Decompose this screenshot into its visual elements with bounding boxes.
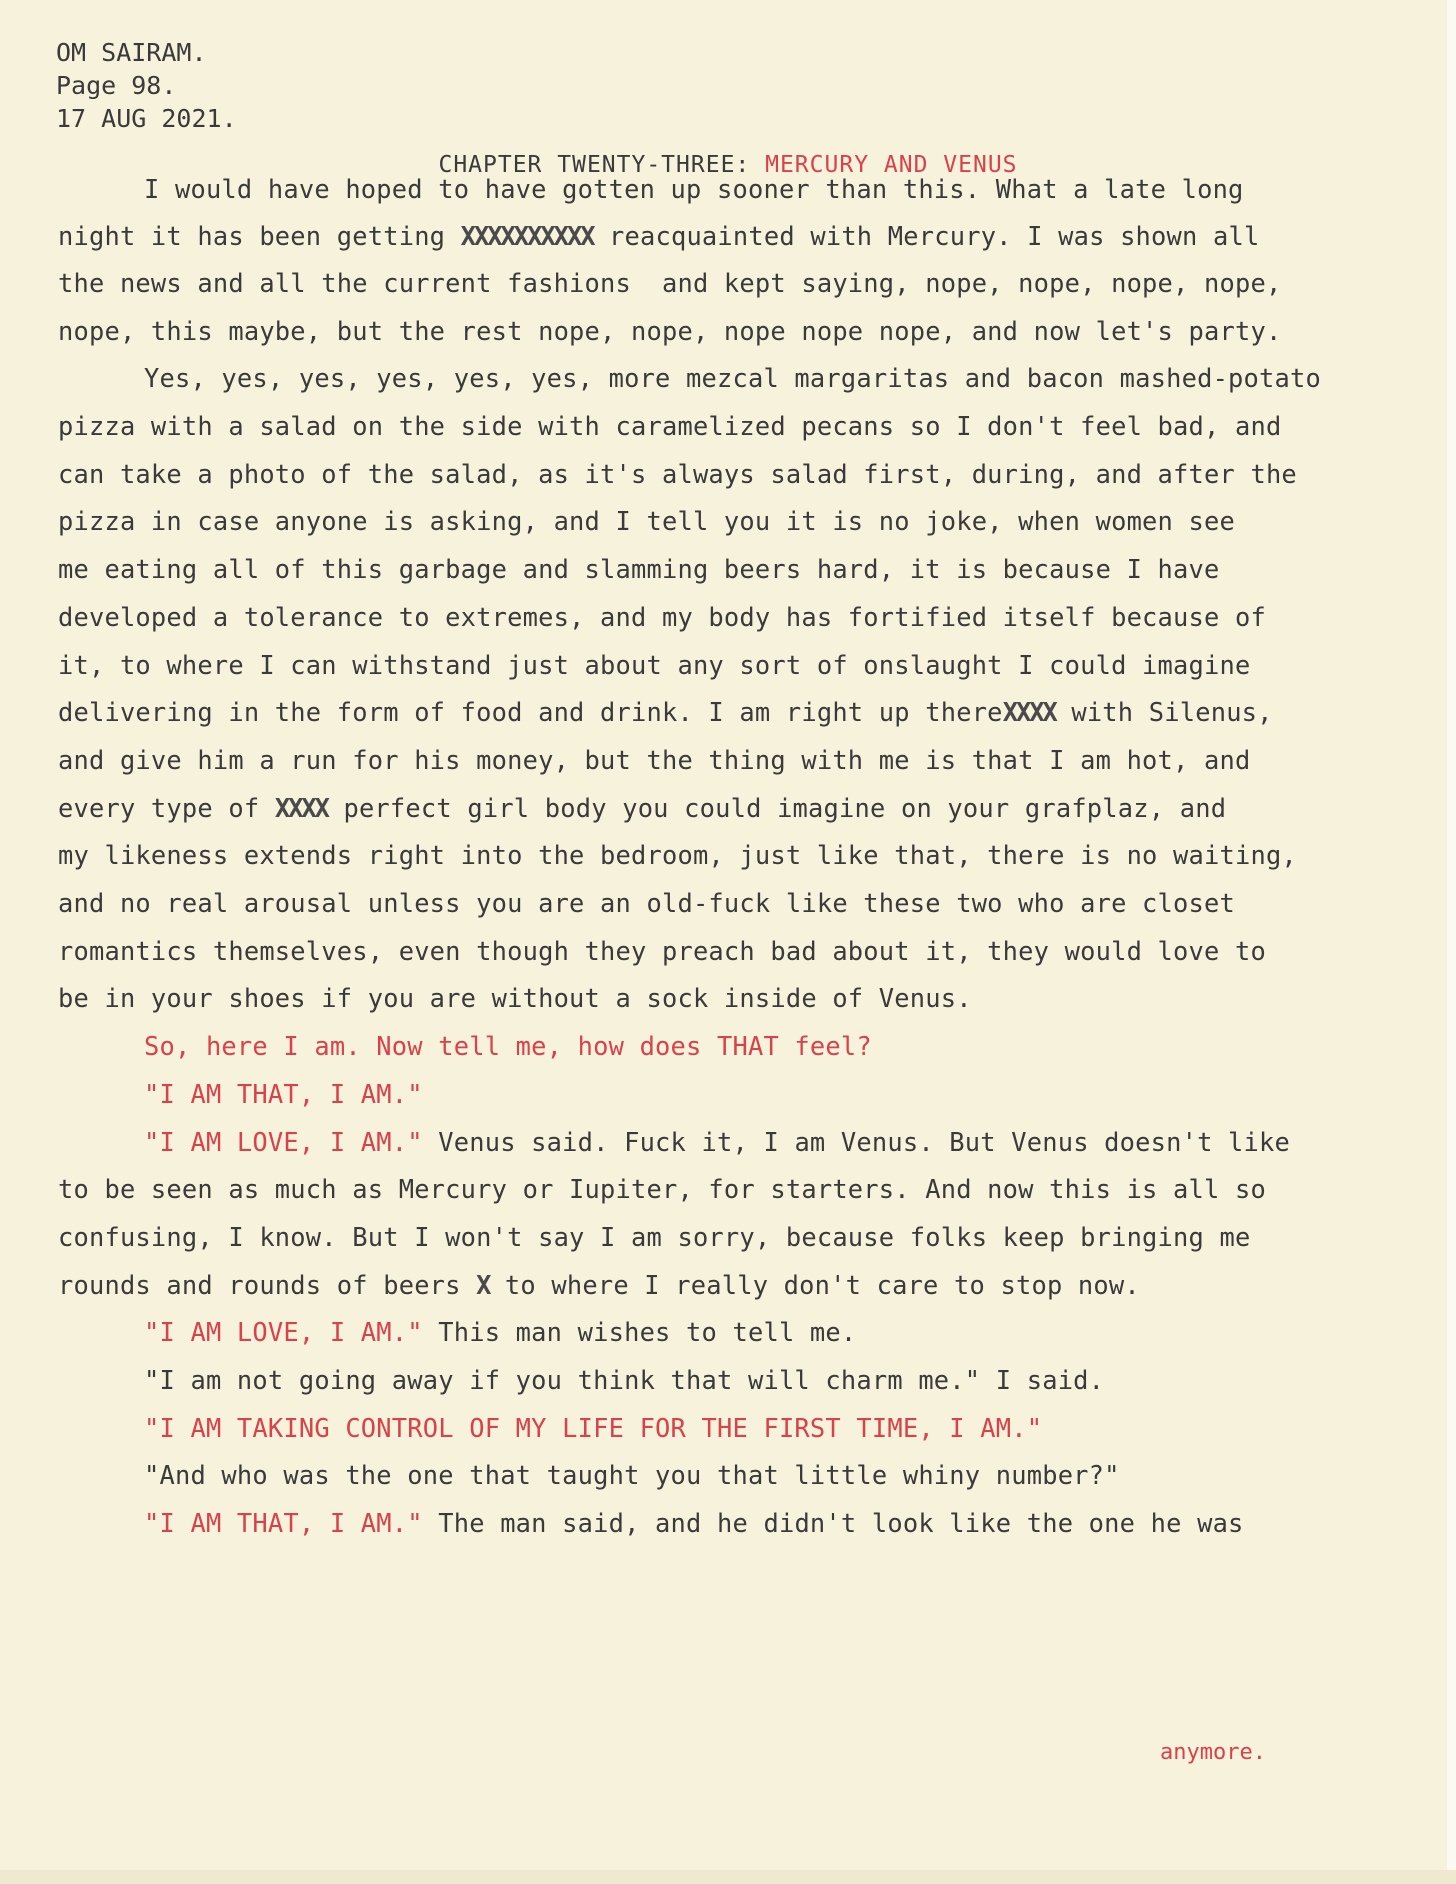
text-line: and give him a run for his money, but the thing with me is that I am hot, and	[58, 745, 1251, 775]
text-line: developed a tolerance to extremes, and my body has fortified itself because of	[58, 602, 1266, 632]
text-line	[58, 793, 1226, 823]
text-line: So, here I am. Now tell me, how does THAT feel?	[144, 1031, 872, 1061]
text-line	[58, 697, 1273, 727]
text-segment: Venus said. Fuck it, I am Venus. But Venus doesn't like	[422, 1127, 1291, 1157]
text-segment: perfect girl body you could imagine on your grafplaz, and	[327, 793, 1227, 823]
text-line	[58, 1270, 1140, 1300]
text-line: I would have hoped to have gotten up sooner than this. What a late long	[144, 174, 1244, 204]
text-segment: "I AM LOVE, I AM."	[144, 1317, 423, 1347]
text-line: confusing, I know. But I won't say I am sorry, because folks keep bringing me	[58, 1222, 1251, 1252]
text-line: "I am not going away if you think that will charm me." I said.	[144, 1365, 1105, 1395]
chapter-title-number: CHAPTER TWENTY-THREE:	[438, 152, 766, 178]
paper-edge	[1447, 0, 1456, 1884]
text-line: it, to where I can withstand just about any sort of onslaught I could imagine	[58, 650, 1251, 680]
text-line	[144, 1508, 1244, 1538]
header-invocation: OM SAIRAM.	[56, 38, 207, 67]
text-line: romantics themselves, even though they preach bad about it, they would love to	[58, 936, 1266, 966]
text-line: the news and all the current fashions and kept saying, nope, nope, nope, nope,	[58, 268, 1282, 298]
text-segment: rounds and rounds of beers	[58, 1270, 477, 1300]
text-segment: to where I really don't care to stop now.	[489, 1270, 1140, 1300]
text-segment: The man said, and he didn't look like the one he was	[422, 1508, 1244, 1538]
text-line: me eating all of this garbage and slamming beers hard, it is because I have	[58, 554, 1220, 584]
text-segment: night it has been getting	[58, 221, 461, 251]
text-line	[144, 1127, 1290, 1157]
header-page-number: Page 98.	[56, 71, 177, 100]
strikeout-mark: XXXXXXXXXX	[460, 221, 594, 251]
strikeout-mark: X	[476, 1270, 490, 1300]
text-segment: "I AM LOVE, I AM."	[144, 1127, 423, 1157]
text-line: pizza in case anyone is asking, and I tell you it is no joke, when women see	[58, 506, 1235, 536]
text-segment: every type of	[58, 793, 275, 823]
page-header	[56, 36, 237, 135]
text-line	[58, 221, 1259, 251]
page-bottom-edge	[0, 1870, 1456, 1884]
text-line: "I AM TAKING CONTROL OF MY LIFE FOR THE FIRST TIME, I AM."	[144, 1413, 1043, 1443]
text-line: be in your shoes if you are without a sock inside of Venus.	[58, 983, 972, 1013]
text-line: my likeness extends right into the bedroom, just like that, there is no waiting,	[58, 840, 1297, 870]
strikeout-mark: XXXX	[1002, 697, 1056, 727]
text-line: pizza with a salad on the side with caramelized pecans so I don't feel bad, and	[58, 411, 1282, 441]
text-line: can take a photo of the salad, as it's always salad first, during, and after the	[58, 459, 1297, 489]
text-line	[144, 1317, 856, 1347]
text-line: "I AM THAT, I AM."	[144, 1079, 423, 1109]
text-segment: This man wishes to tell me.	[422, 1317, 857, 1347]
text-segment: reacquainted with Mercury. I was shown all	[593, 221, 1260, 251]
strikeout-mark: XXXX	[274, 793, 328, 823]
text-line: nope, this maybe, but the rest nope, nope, nope nope nope, and now let's party.	[58, 316, 1282, 346]
text-segment: "I AM THAT, I AM."	[144, 1508, 423, 1538]
handwritten-insertion: anymore.	[1160, 1740, 1266, 1765]
chapter-title-name: MERCURY AND VENUS	[765, 152, 1018, 178]
text-line: and no real arousal unless you are an old-fuck like these two who are closet	[58, 888, 1235, 918]
header-date: 17 AUG 2021.	[56, 104, 237, 133]
text-line: "And who was the one that taught you that little whiny number?"	[144, 1460, 1120, 1490]
text-segment: delivering in the form of food and drink. I am right up there	[58, 697, 1003, 727]
text-line: to be seen as much as Mercury or Iupiter, for starters. And now this is all so	[58, 1174, 1266, 1204]
text-segment: with Silenus,	[1055, 697, 1273, 727]
text-line: Yes, yes, yes, yes, yes, yes, more mezcal margaritas and bacon mashed-potato	[144, 363, 1321, 393]
